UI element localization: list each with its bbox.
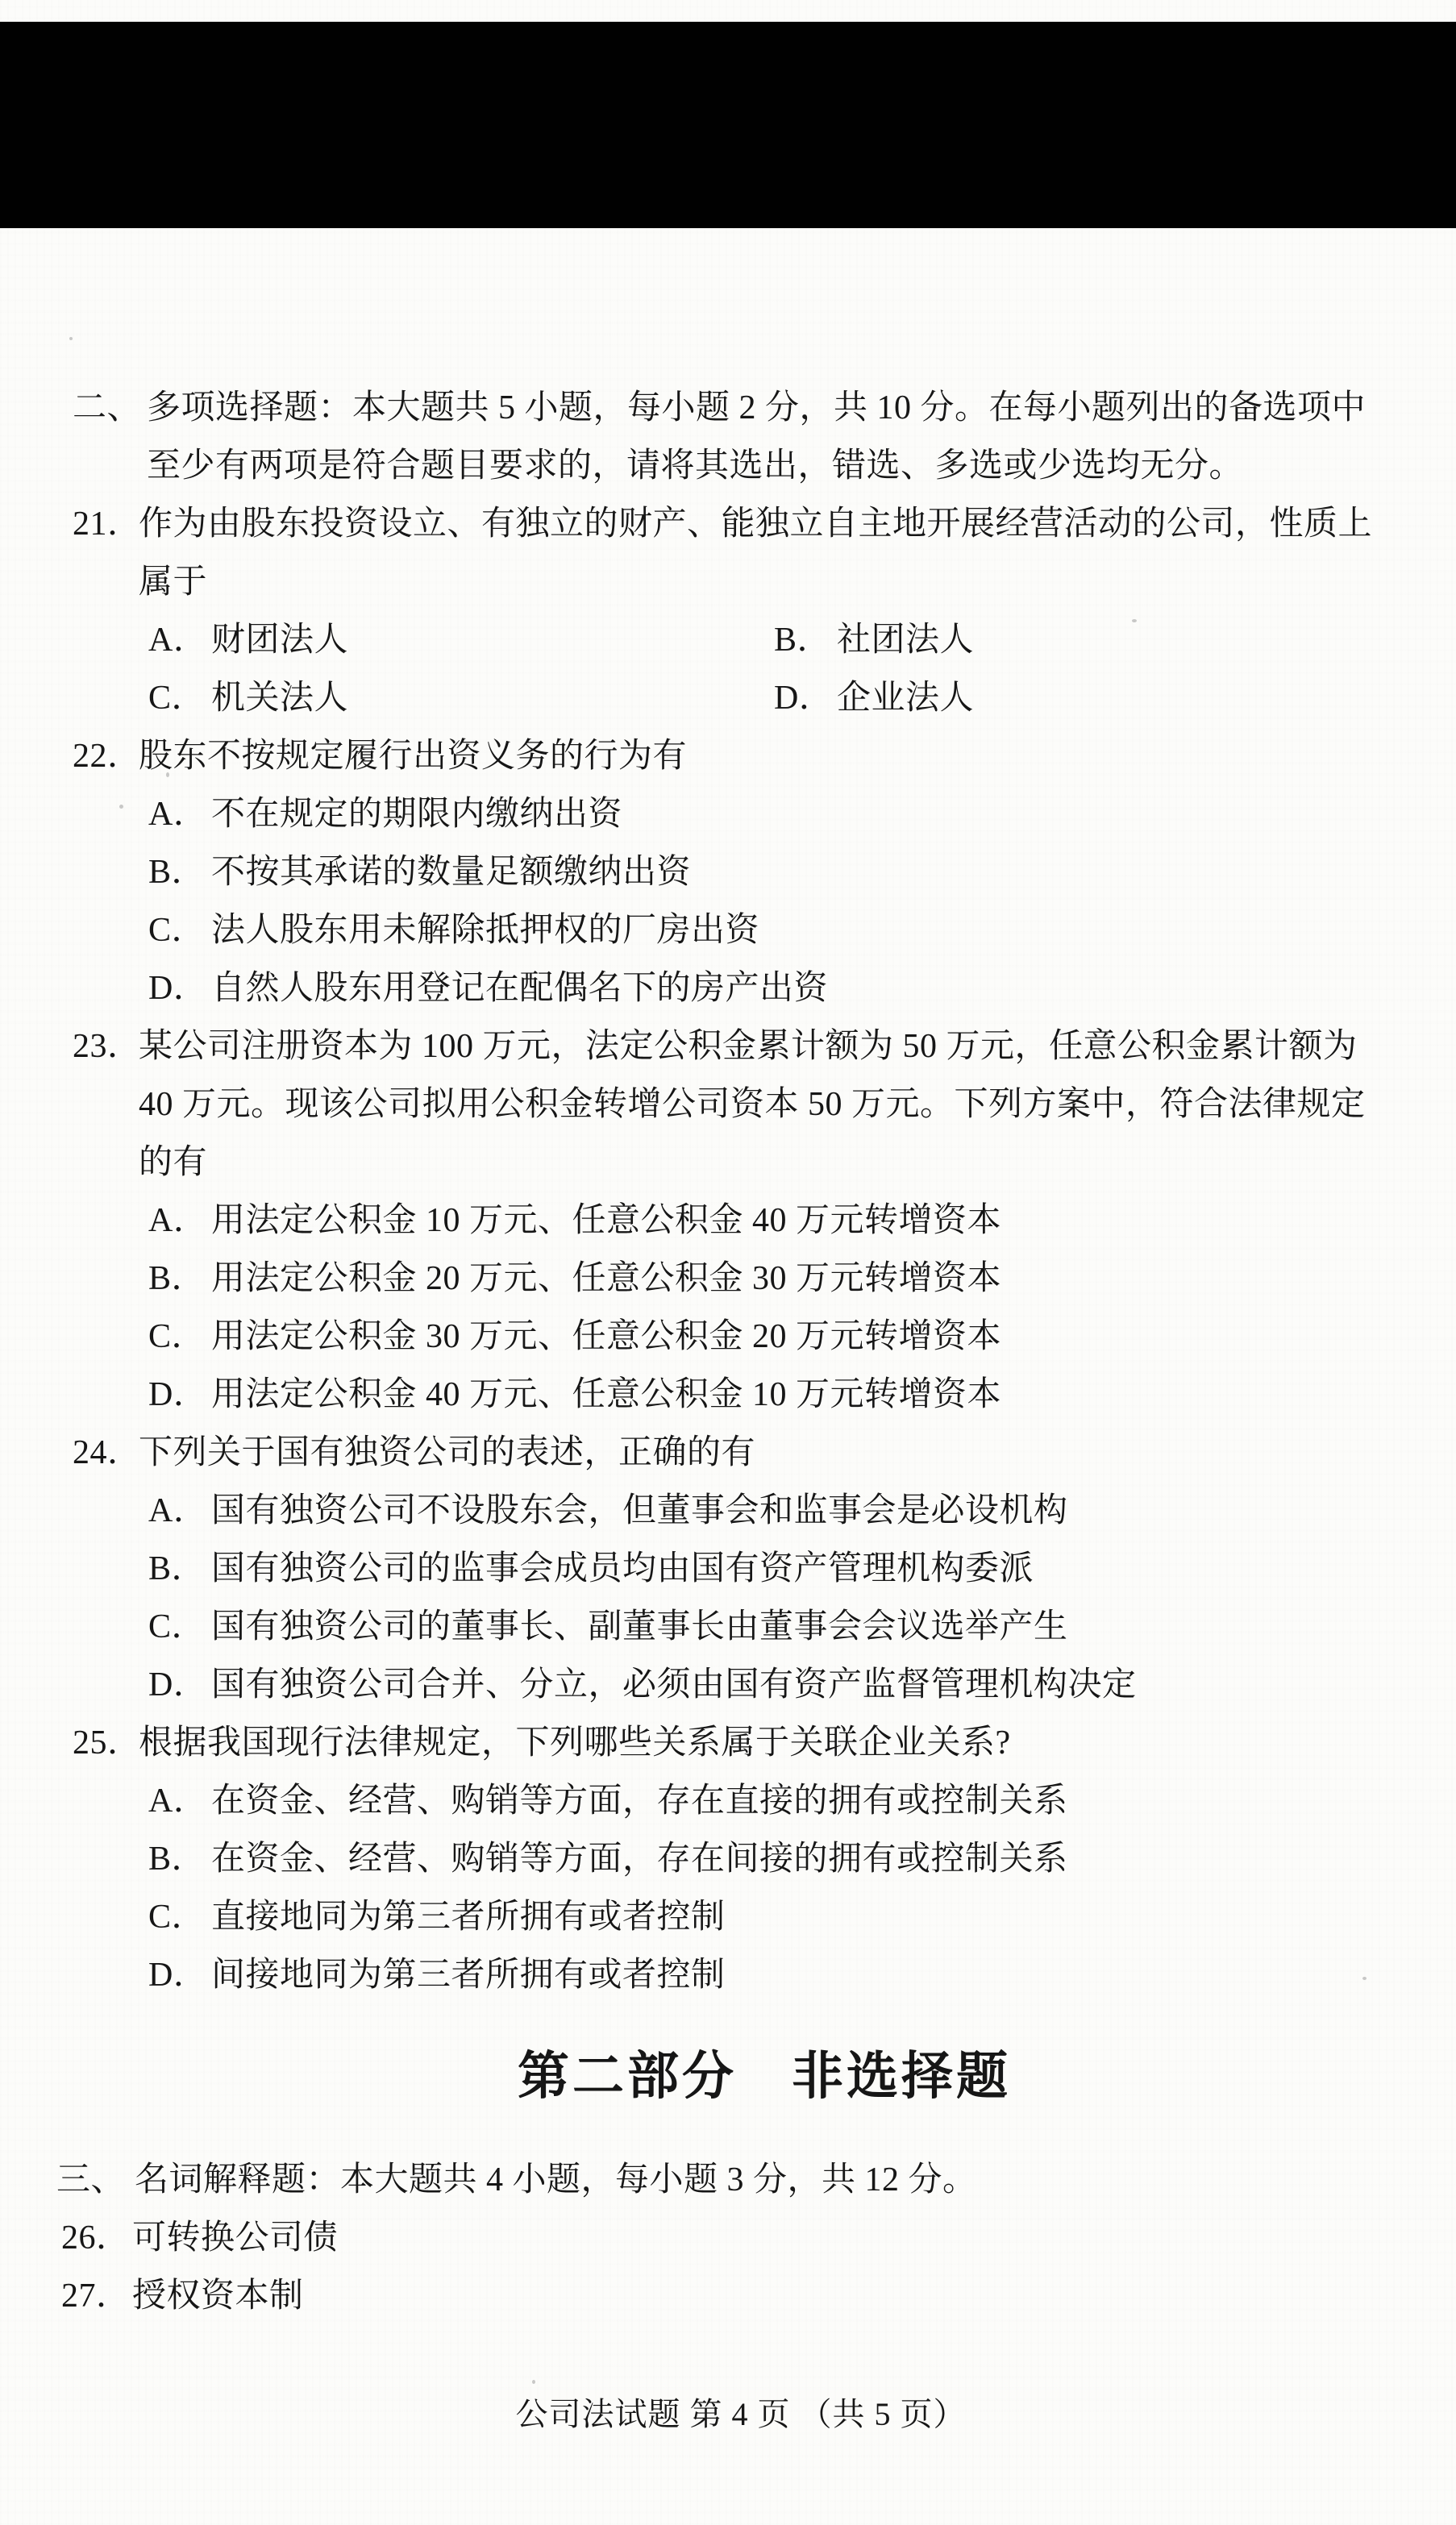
question-23-stem-line-1	[73, 1017, 1456, 1075]
question-21-number: 21．	[73, 505, 142, 543]
question-25-option-d	[73, 1946, 1456, 2004]
question-25-stem	[73, 1714, 1456, 1772]
option-a-text: 在资金、经营、购销等方面，存在直接的拥有或控制关系	[211, 1782, 1068, 1820]
part-2-title: 第二部分 非选择题	[518, 2048, 1011, 2105]
option-d-text: 自然人股东用登记在配偶名下的房产出资	[211, 970, 829, 1007]
option-c-label: C．	[148, 680, 206, 717]
option-b-label: B．	[148, 854, 206, 891]
option-c-text: 直接地同为第三者所拥有或者控制	[211, 1899, 726, 1936]
section-3-heading-text: 名词解释题：本大题共 4 小题，每小题 3 分，共 12 分。	[135, 2161, 977, 2198]
question-23-stem-line-2	[73, 1075, 1456, 1134]
option-d-text: 用法定公积金 40 万元、任意公积金 10 万元转增资本	[211, 1376, 1002, 1413]
option-a-text: 不在规定的期限内缴纳出资	[211, 796, 623, 833]
question-27-text: 授权资本制	[132, 2277, 304, 2315]
question-21-option-c	[148, 669, 774, 727]
option-c-text: 国有独资公司的董事长、副董事长由董事会会议选举产生	[211, 1608, 1068, 1645]
question-21-stem-line-2	[73, 553, 1456, 611]
question-22-option-a	[73, 785, 1456, 843]
question-22-option-c	[73, 901, 1456, 959]
question-25-stem-text: 根据我国现行法律规定，下列哪些关系属于关联企业关系?	[139, 1724, 1011, 1762]
question-21-option-b	[774, 611, 1456, 669]
question-21-option-a	[148, 611, 774, 669]
question-23-option-a	[73, 1192, 1456, 1250]
option-d-label: D．	[148, 970, 208, 1007]
question-21-options-row-1	[148, 611, 1456, 669]
option-a-label: A．	[148, 1782, 208, 1820]
question-21-options-row-2	[148, 669, 1456, 727]
option-b-text: 在资金、经营、购销等方面，存在间接的拥有或控制关系	[211, 1841, 1068, 1878]
option-d-text: 国有独资公司合并、分立，必须由国有资产监督管理机构决定	[211, 1666, 1137, 1703]
section-3-heading	[56, 2151, 1456, 2209]
question-25-option-c	[73, 1888, 1456, 1946]
question-25-option-a	[73, 1772, 1456, 1830]
question-23-stem: 某公司注册资本为 100 万元，法定公积金累计额为 50 万元，任意公积金累计额为	[139, 1028, 1358, 1065]
question-23-option-b	[73, 1250, 1456, 1308]
question-22-stem	[73, 727, 1456, 785]
exam-content	[0, 379, 1456, 2444]
option-d-label: D．	[148, 1957, 208, 1994]
scan-noise-speck	[69, 337, 73, 340]
question-25-option-b	[73, 1830, 1456, 1888]
option-b-label: B．	[774, 622, 832, 659]
question-24-number: 24．	[73, 1434, 142, 1471]
option-b-text: 国有独资公司的监事会成员均由国有资产管理机构委派	[211, 1550, 1034, 1587]
question-23-stem-continued: 40 万元。现该公司拟用公积金转增公司资本 50 万元。下列方案中，符合法律规定	[139, 1086, 1366, 1123]
question-22-option-b	[73, 843, 1456, 901]
option-c-label: C．	[148, 1318, 206, 1355]
question-24-stem	[73, 1424, 1456, 1482]
question-23-stem-line-3	[73, 1134, 1456, 1192]
option-a-label: A．	[148, 1492, 208, 1529]
option-c-label: C．	[148, 1608, 206, 1645]
question-26-number: 26．	[61, 2219, 131, 2257]
option-c-label: C．	[148, 1899, 206, 1936]
option-b-label: B．	[148, 1550, 206, 1587]
section-2-label: 二、	[73, 389, 142, 426]
option-b-label: B．	[148, 1260, 206, 1297]
question-21-stem-line-1	[73, 495, 1456, 553]
question-24-option-c	[73, 1598, 1456, 1656]
page-footer: 公司法试题 第 4 页 （共 5 页）	[515, 2396, 967, 2432]
question-22-number: 22．	[73, 738, 142, 775]
question-24-stem-text: 下列关于国有独资公司的表述，正确的有	[139, 1434, 756, 1471]
section-2-heading-text: 多项选择题：本大题共 5 小题，每小题 2 分，共 10 分。在每小题列出的备选项中	[147, 389, 1367, 426]
option-d-text: 企业法人	[837, 680, 975, 717]
option-b-label: B．	[148, 1841, 206, 1878]
question-24-option-b	[73, 1540, 1456, 1598]
option-c-text: 用法定公积金 30 万元、任意公积金 20 万元转增资本	[211, 1318, 1002, 1355]
question-21-stem-continued: 属于	[139, 564, 208, 601]
scan-redaction-bar	[0, 22, 1456, 228]
option-a-text: 国有独资公司不设股东会，但董事会和监事会是必设机构	[211, 1492, 1068, 1529]
question-27-number: 27．	[61, 2277, 131, 2315]
option-d-label: D．	[148, 1666, 208, 1703]
option-b-text: 社团法人	[837, 622, 975, 659]
option-a-label: A．	[148, 796, 208, 833]
question-21-stem: 作为由股东投资设立、有独立的财产、能独立自主地开展经营活动的公司，性质上	[139, 505, 1373, 543]
question-24-option-d	[73, 1656, 1456, 1714]
question-21-option-d	[774, 669, 1456, 727]
option-a-text: 用法定公积金 10 万元、任意公积金 40 万元转增资本	[211, 1202, 1002, 1239]
question-22-option-d	[73, 959, 1456, 1017]
section-2-heading-line-2	[73, 437, 1456, 495]
section-2-heading-text-2: 至少有两项是符合题目要求的，请将其选出，错选、多选或少选均无分。	[147, 447, 1244, 485]
option-c-text: 法人股东用未解除抵押权的厂房出资	[211, 912, 760, 949]
option-a-label: A．	[148, 622, 208, 659]
option-d-label: D．	[148, 1376, 208, 1413]
question-27	[61, 2267, 1456, 2325]
option-d-text: 间接地同为第三者所拥有或者控制	[211, 1957, 726, 1994]
option-b-text: 不按其承诺的数量足额缴纳出资	[211, 854, 692, 891]
option-d-label: D．	[774, 680, 834, 717]
option-a-label: A．	[148, 1202, 208, 1239]
section-3-label: 三、	[56, 2161, 126, 2198]
question-26-text: 可转换公司债	[132, 2219, 339, 2257]
section-2-heading-line-1	[73, 379, 1456, 437]
question-23-number: 23．	[73, 1028, 142, 1065]
question-24-option-a	[73, 1482, 1456, 1540]
question-23-option-c	[73, 1308, 1456, 1366]
question-23-option-d	[73, 1366, 1456, 1424]
option-a-text: 财团法人	[211, 622, 349, 659]
question-25-number: 25．	[73, 1724, 142, 1762]
question-22-stem-text: 股东不按规定履行出资义务的行为有	[139, 738, 688, 775]
option-c-text: 机关法人	[211, 680, 349, 717]
question-26	[61, 2209, 1456, 2267]
option-c-label: C．	[148, 912, 206, 949]
question-23-stem-continued-2: 的有	[139, 1144, 208, 1181]
option-b-text: 用法定公积金 20 万元、任意公积金 30 万元转增资本	[211, 1260, 1002, 1297]
